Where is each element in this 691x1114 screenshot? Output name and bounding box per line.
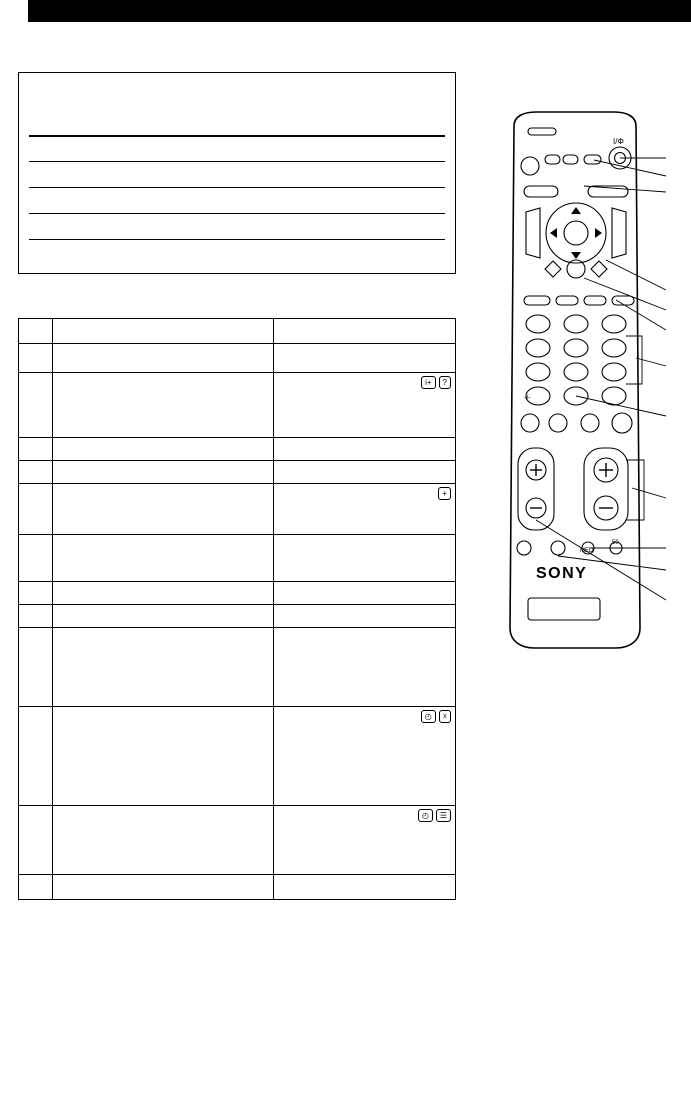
- svg-text:50: 50: [612, 540, 619, 546]
- svg-text:I/Φ: I/Φ: [613, 137, 624, 146]
- table-row: [19, 344, 456, 373]
- row-symbol: [274, 535, 456, 582]
- row-number: [19, 707, 53, 806]
- row-symbol: [274, 582, 456, 605]
- row-symbol: [274, 605, 456, 628]
- top-box-rule: [29, 135, 445, 137]
- picture-adjust-icon: +: [438, 487, 451, 500]
- row-number: [19, 535, 53, 582]
- row-number: [19, 319, 53, 344]
- list-menu-icon: ☰: [436, 809, 451, 822]
- page-top-bar: [28, 0, 691, 22]
- timer-clock-icon: ◴: [421, 710, 436, 723]
- row-description: [52, 484, 273, 535]
- row-description: [52, 628, 273, 707]
- brand-label: SONY: [536, 565, 588, 582]
- button-reference-table: [18, 318, 456, 900]
- row-description: [52, 461, 273, 484]
- row-description: [52, 438, 273, 461]
- top-box-line-4: [29, 239, 445, 240]
- row-description: [52, 875, 273, 900]
- row-number: [19, 461, 53, 484]
- table-row: [19, 582, 456, 605]
- timer-clock-icon: ◴: [418, 809, 433, 822]
- table-row: [19, 484, 456, 535]
- row-symbol: [274, 628, 456, 707]
- row-symbol: [274, 875, 456, 900]
- row-number: [19, 344, 53, 373]
- row-number: [19, 875, 53, 900]
- row-number: [19, 806, 53, 875]
- top-info-box: [18, 72, 456, 274]
- table-row: [19, 806, 456, 875]
- row-number: [19, 438, 53, 461]
- row-symbol: [274, 344, 456, 373]
- table-row: [19, 707, 456, 806]
- table-row: [19, 461, 456, 484]
- row-description: [52, 373, 273, 438]
- top-box-line-3: [29, 213, 445, 214]
- table-row: [19, 535, 456, 582]
- row-symbol: [274, 806, 456, 875]
- row-number: [19, 605, 53, 628]
- row-symbol: [274, 461, 456, 484]
- row-number: [19, 484, 53, 535]
- row-number: [19, 373, 53, 438]
- svg-text:-/-: -/-: [524, 395, 531, 402]
- row-description: [52, 344, 273, 373]
- svg-text:MED: MED: [580, 548, 594, 554]
- row-symbol: [274, 707, 456, 806]
- help-question-icon: ?: [439, 376, 451, 389]
- row-number: [19, 582, 53, 605]
- row-description: [52, 535, 273, 582]
- cancel-x-icon: ☓: [439, 710, 451, 723]
- table-row: [19, 605, 456, 628]
- table-row: [19, 373, 456, 438]
- row-symbol: [274, 373, 456, 438]
- row-symbol: [274, 319, 456, 344]
- row-description: [52, 605, 273, 628]
- row-description: [52, 582, 273, 605]
- row-number: [19, 628, 53, 707]
- remote-control-illustration: [466, 108, 691, 668]
- table-row: [19, 875, 456, 900]
- row-description: [52, 319, 273, 344]
- row-description: [52, 707, 273, 806]
- row-description: [52, 806, 273, 875]
- top-box-line-2: [29, 187, 445, 188]
- table-row: [19, 438, 456, 461]
- row-symbol: [274, 438, 456, 461]
- row-symbol: [274, 484, 456, 535]
- top-box-line-1: [29, 161, 445, 162]
- info-plus-icon: i+: [421, 376, 435, 389]
- table-row: [19, 319, 456, 344]
- table-row: [19, 628, 456, 707]
